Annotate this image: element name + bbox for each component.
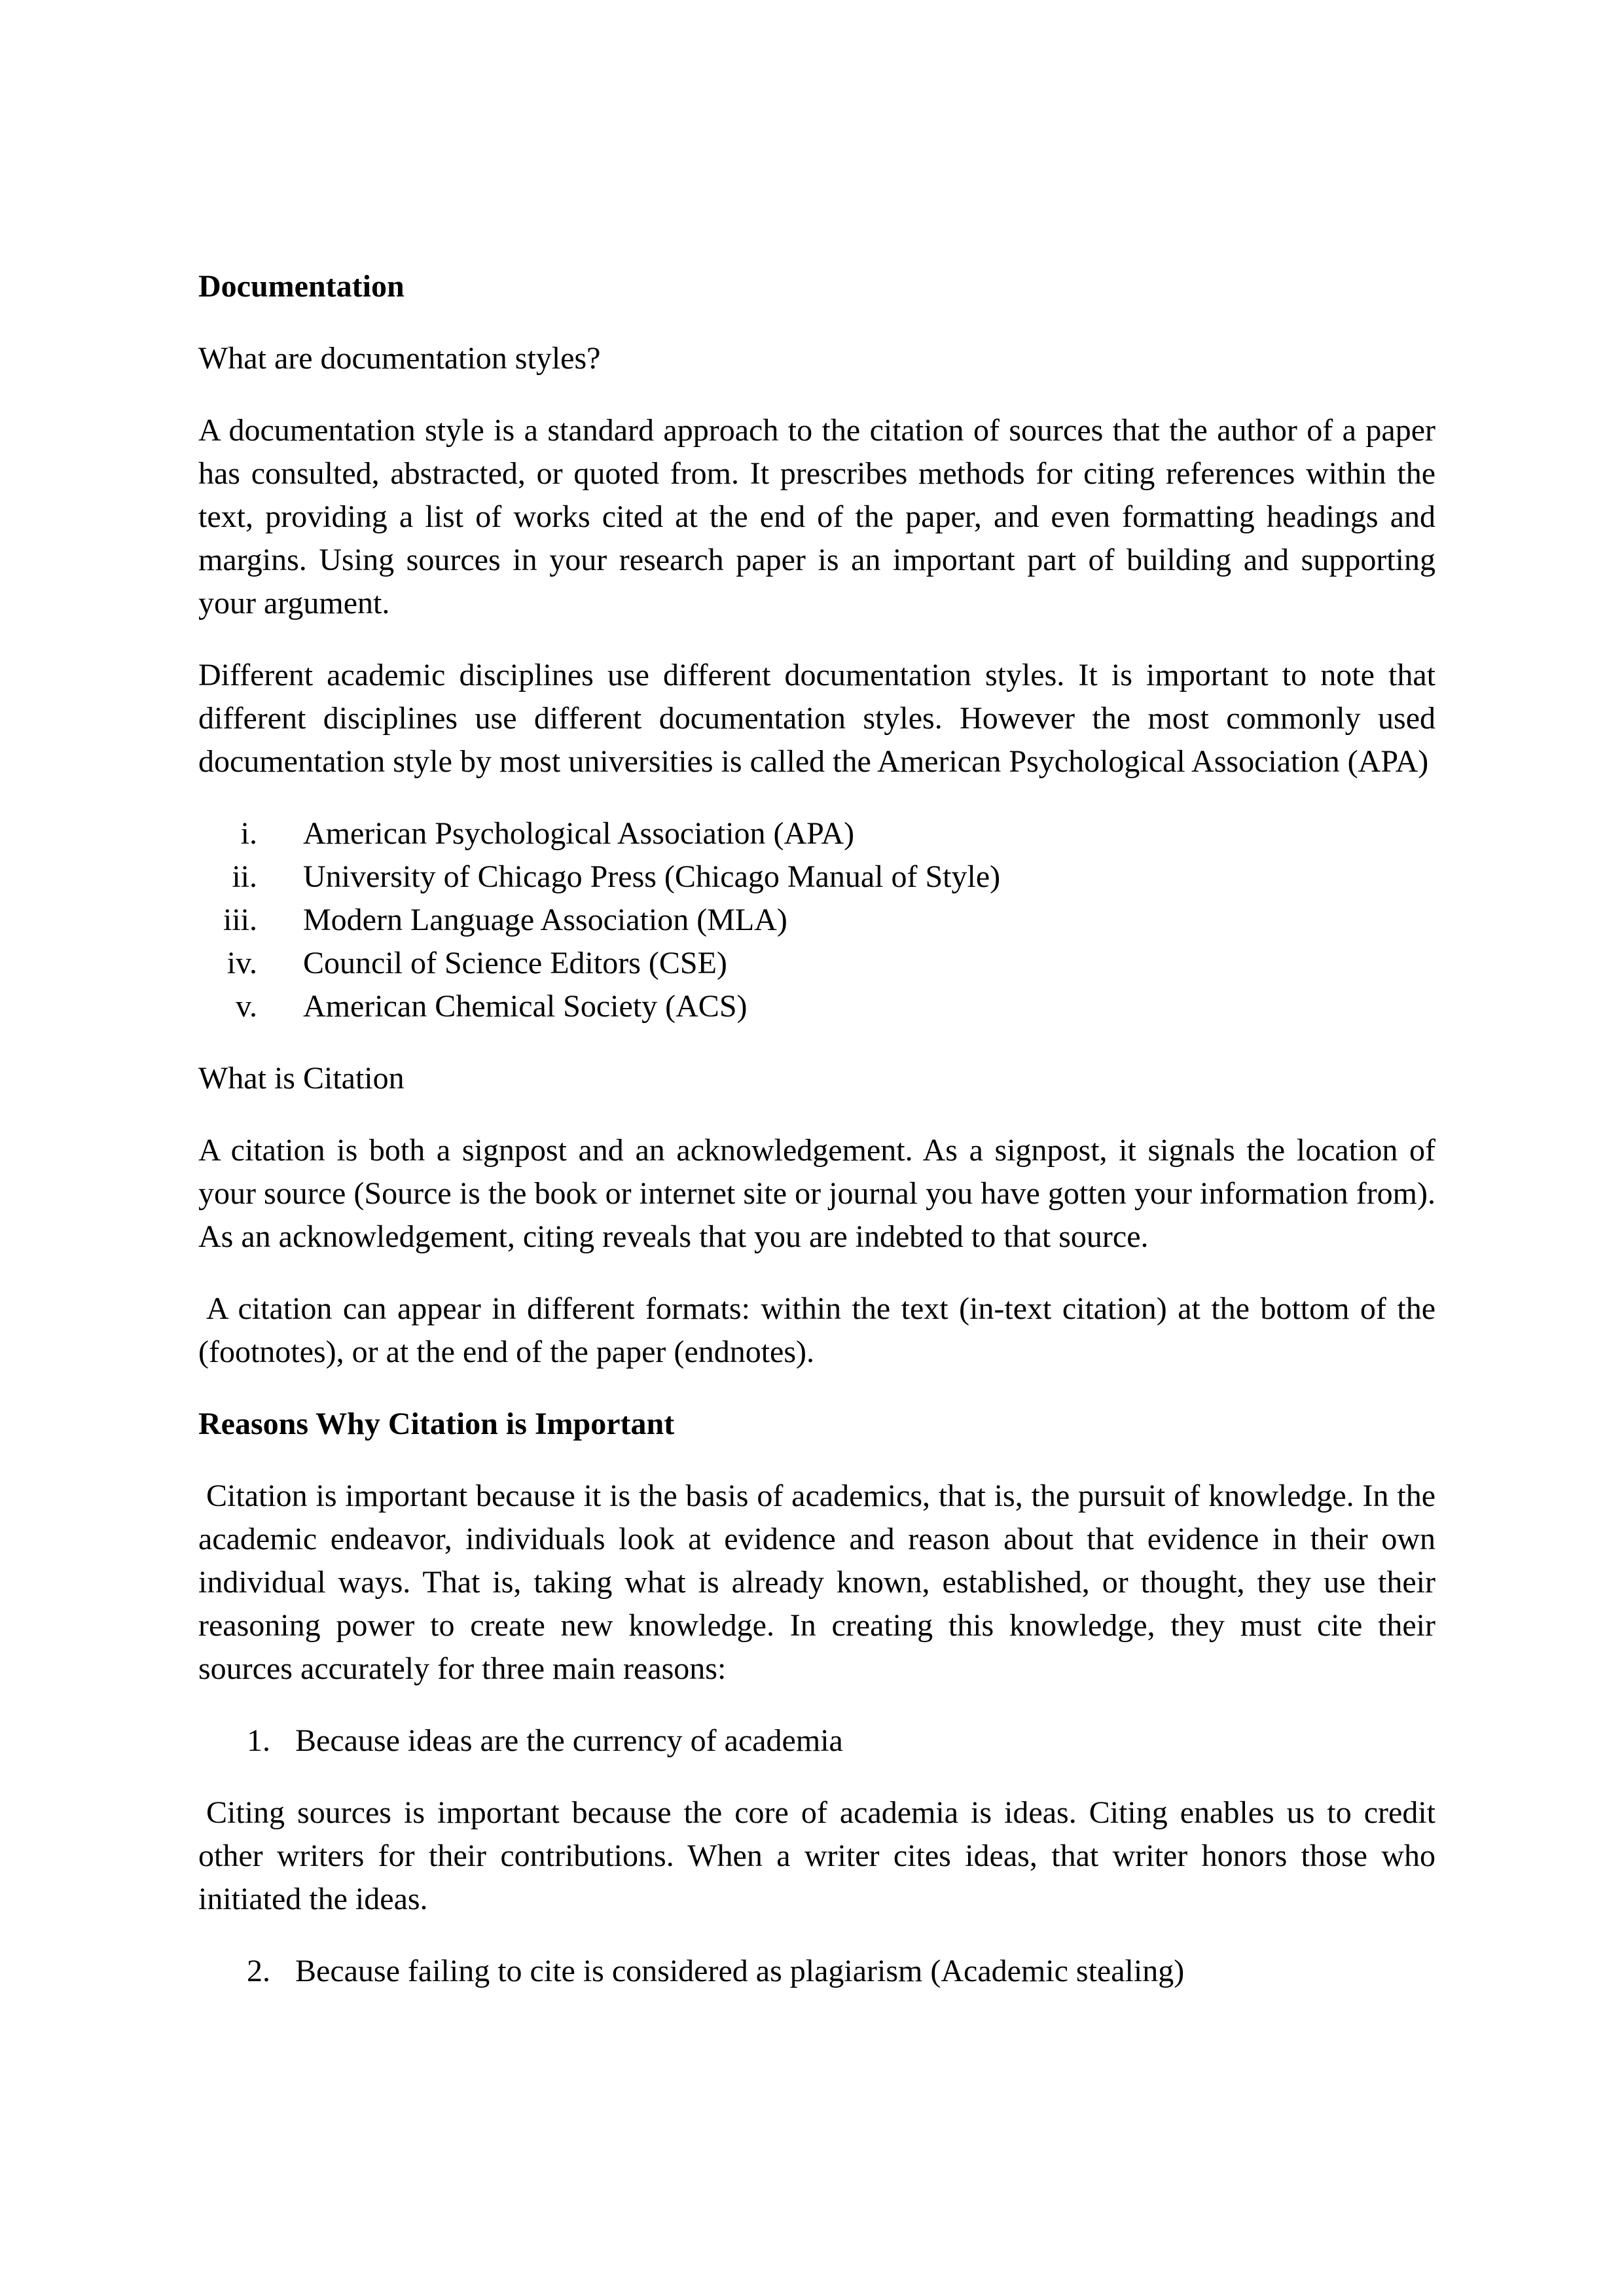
numbered-item-reason-2 bbox=[198, 1950, 1435, 1993]
list-marker: ii. bbox=[232, 859, 257, 894]
heading-reasons: Reasons Why Citation is Important bbox=[198, 1407, 675, 1441]
list-item-text: Council of Science Editors (CSE) bbox=[303, 946, 727, 980]
question-documentation-styles: What are documentation styles? bbox=[198, 341, 601, 376]
list-marker: iv. bbox=[226, 946, 257, 980]
numbered-item-text: Because failing to cite is considered as plagiarism (Academic stealing) bbox=[295, 1954, 1185, 1988]
documentation-styles-list bbox=[198, 812, 1435, 1028]
list-item-text: American Chemical Society (ACS) bbox=[303, 989, 748, 1024]
list-item-text: American Psychological Association (APA) bbox=[303, 816, 855, 851]
list-item bbox=[198, 855, 1435, 899]
paragraph-style-definition: A documentation style is a standard approach to the citation of sources that the author of a paper has consulted, abstracted, or quoted from. It prescribes methods for citing references within the text, providing a list of works cited at the end of the paper, and even formatting headings and margins. Using sources in your research paper is an important part of building and supporting your argument. bbox=[198, 413, 1435, 620]
paragraph-disciplines: Different academic disciplines use different documentation styles. It is important to note that different disciplines use different documentation styles. However the most commonly used documentation style by most universities is called the American Psychological Association (APA) bbox=[198, 658, 1435, 779]
list-item bbox=[198, 812, 1435, 855]
document-page bbox=[198, 265, 1435, 1993]
paragraph-citation-formats: A citation can appear in different formats: within the text (in-text citation) at the bottom of the (footnotes), or at the end of the paper (endnotes). bbox=[198, 1291, 1435, 1369]
paragraph-reason-1: Citing sources is important because the core of academia is ideas. Citing enables us to credit other writers for their contributions. When a writer cites ideas, that writer honors those who initiated the ideas. bbox=[198, 1795, 1435, 1916]
list-marker: v. bbox=[236, 989, 257, 1024]
list-marker: 2. bbox=[247, 1954, 270, 1988]
numbered-item-reason-1 bbox=[198, 1719, 1435, 1763]
question-what-is-citation: What is Citation bbox=[198, 1061, 405, 1096]
list-item bbox=[198, 985, 1435, 1028]
list-item bbox=[198, 942, 1435, 985]
paragraph-reasons-intro: Citation is important because it is the basis of academics, that is, the pursuit of knowledge. In the academic endeavor, individuals look at evidence and reason about that evidence in their own individual ways. That is, taking what is already known, established, or thought, they use their reasoning power to create new knowledge. In creating this knowledge, they must cite their sources accurately for three main reasons: bbox=[198, 1479, 1435, 1686]
list-marker: iii. bbox=[223, 903, 257, 937]
list-marker: 1. bbox=[247, 1723, 270, 1758]
list-marker: i. bbox=[240, 816, 257, 851]
list-item-text: Modern Language Association (MLA) bbox=[303, 903, 787, 937]
numbered-item-text: Because ideas are the currency of academia bbox=[295, 1723, 843, 1758]
list-item bbox=[198, 899, 1435, 942]
paragraph-citation-definition: A citation is both a signpost and an acknowledgement. As a signpost, it signals the location of your source (Source is the book or internet site or journal you have gotten your information from). As an acknowledgement, citing reveals that you are indebted to that source. bbox=[198, 1133, 1435, 1254]
list-item-text: University of Chicago Press (Chicago Manual of Style) bbox=[303, 859, 1001, 894]
heading-documentation: Documentation bbox=[198, 269, 405, 304]
